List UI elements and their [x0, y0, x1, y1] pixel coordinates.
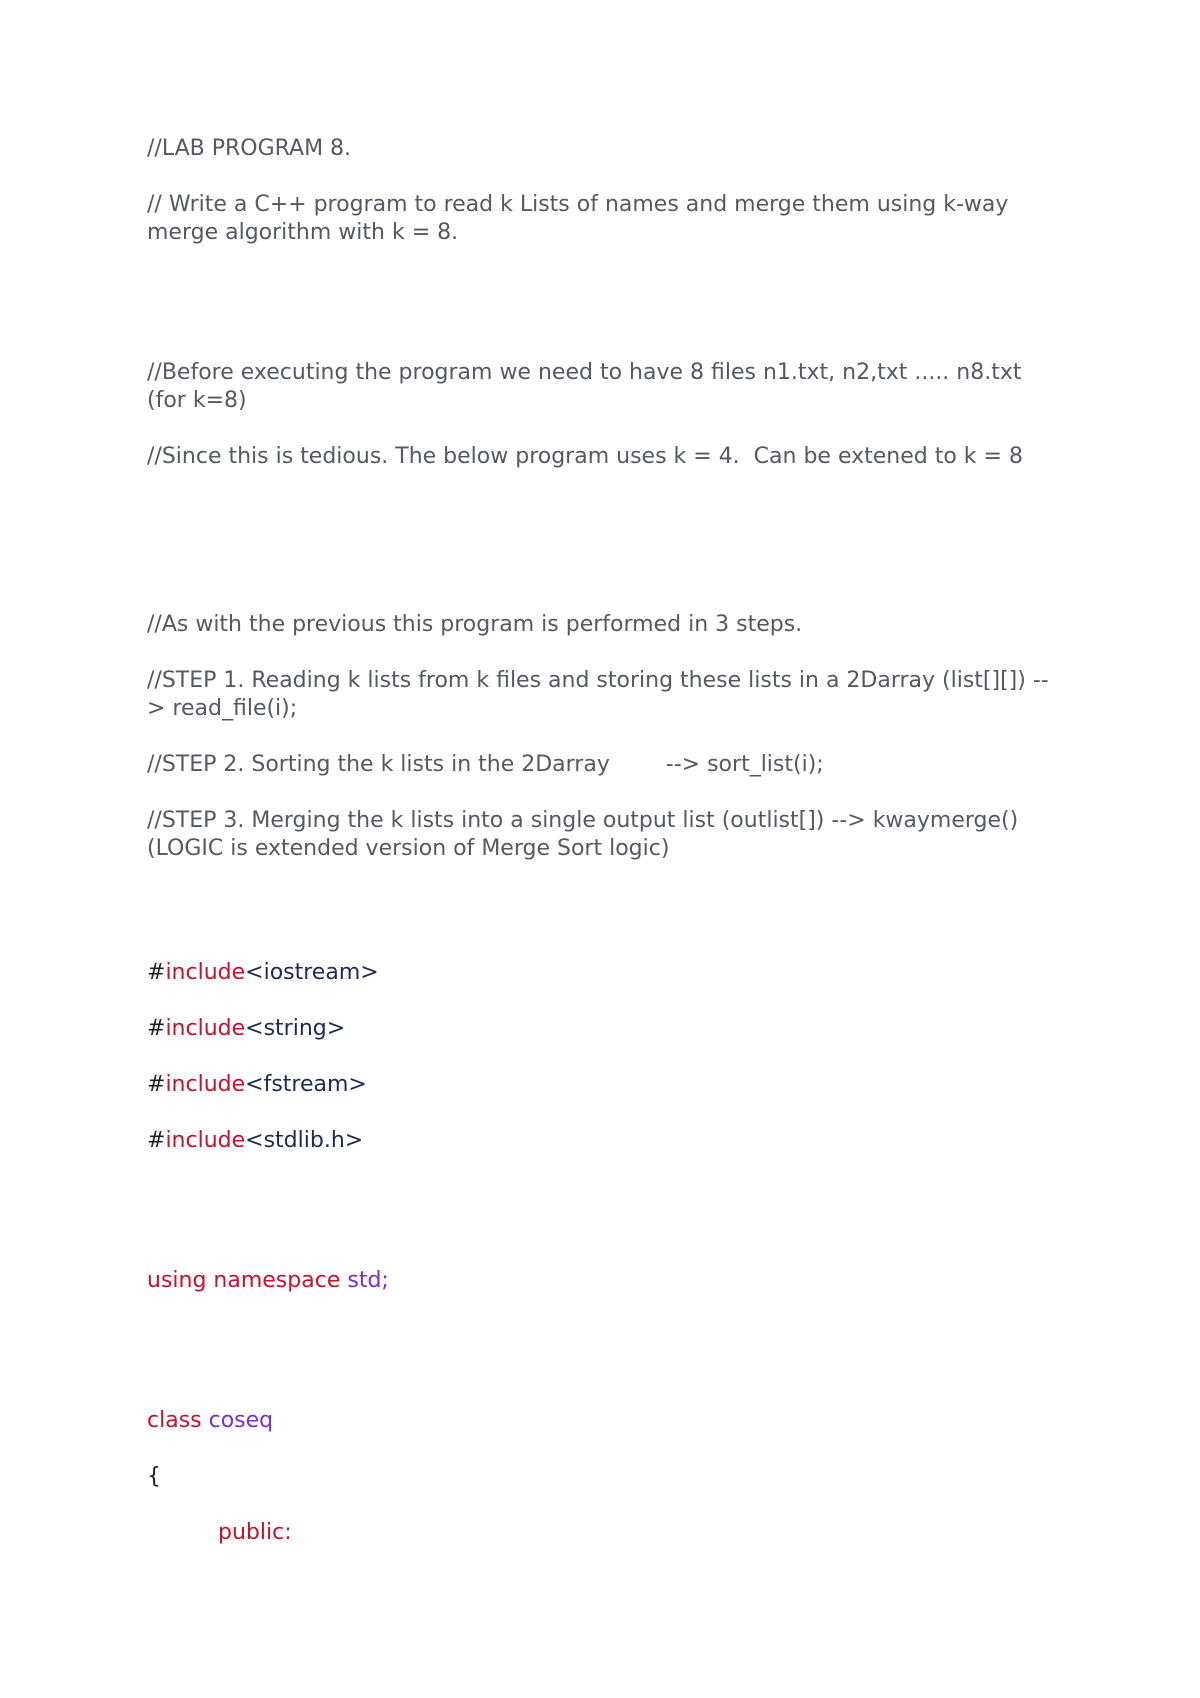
- comment-title: //LAB PROGRAM 8.: [147, 136, 352, 161]
- access-specifier-public: public:: [218, 1520, 292, 1545]
- include-hash: #: [147, 1072, 166, 1097]
- include-iostream: [147, 959, 1067, 987]
- comment-step-1: //STEP 1. Reading k lists from k files and storing these lists in a 2Darray (list[][]) --> read_file(i);: [147, 668, 1049, 721]
- class-name: coseq: [208, 1408, 274, 1433]
- comment-step-3: //STEP 3. Merging the k lists into a single output list (outlist[]) --> kwaymerge() (LOGIC is extended version of Merge Sort logic): [147, 808, 1026, 861]
- include-header: <fstream>: [245, 1072, 367, 1097]
- include-keyword: include: [165, 1016, 246, 1041]
- namespace-name: std;: [347, 1268, 389, 1293]
- comment-task: // Write a C++ program to read k Lists of names and merge them using k-way merge algorithm with k = 8.: [147, 192, 1016, 245]
- class-declaration: [147, 1407, 1067, 1435]
- include-hash: #: [147, 960, 166, 985]
- comment-since: //Since this is tedious. The below program uses k = 4. Can be extened to k = 8: [147, 444, 1023, 469]
- using-keywords: using namespace: [147, 1268, 341, 1293]
- include-stdlib: [147, 1127, 1067, 1155]
- include-keyword: include: [165, 1072, 246, 1097]
- include-header: <iostream>: [245, 960, 379, 985]
- include-header: <string>: [245, 1016, 346, 1041]
- include-hash: #: [147, 1016, 166, 1041]
- include-string: [147, 1015, 1067, 1043]
- comment-before-exec: //Before executing the program we need to have 8 files n1.txt, n2,txt ..... n8.txt (for k=8): [147, 360, 1029, 413]
- class-keyword: class: [147, 1408, 202, 1433]
- comment-steps-intro: //As with the previous this program is performed in 3 steps.: [147, 612, 803, 637]
- include-header: <stdlib.h>: [245, 1128, 364, 1153]
- include-hash: #: [147, 1128, 166, 1153]
- comment-step-2: //STEP 2. Sorting the k lists in the 2Darray --> sort_list(i);: [147, 752, 824, 777]
- open-brace: {: [147, 1464, 161, 1489]
- include-fstream: [147, 1071, 1067, 1099]
- include-keyword: include: [165, 960, 246, 985]
- using-namespace-line: [147, 1267, 1067, 1295]
- include-keyword: include: [165, 1128, 246, 1153]
